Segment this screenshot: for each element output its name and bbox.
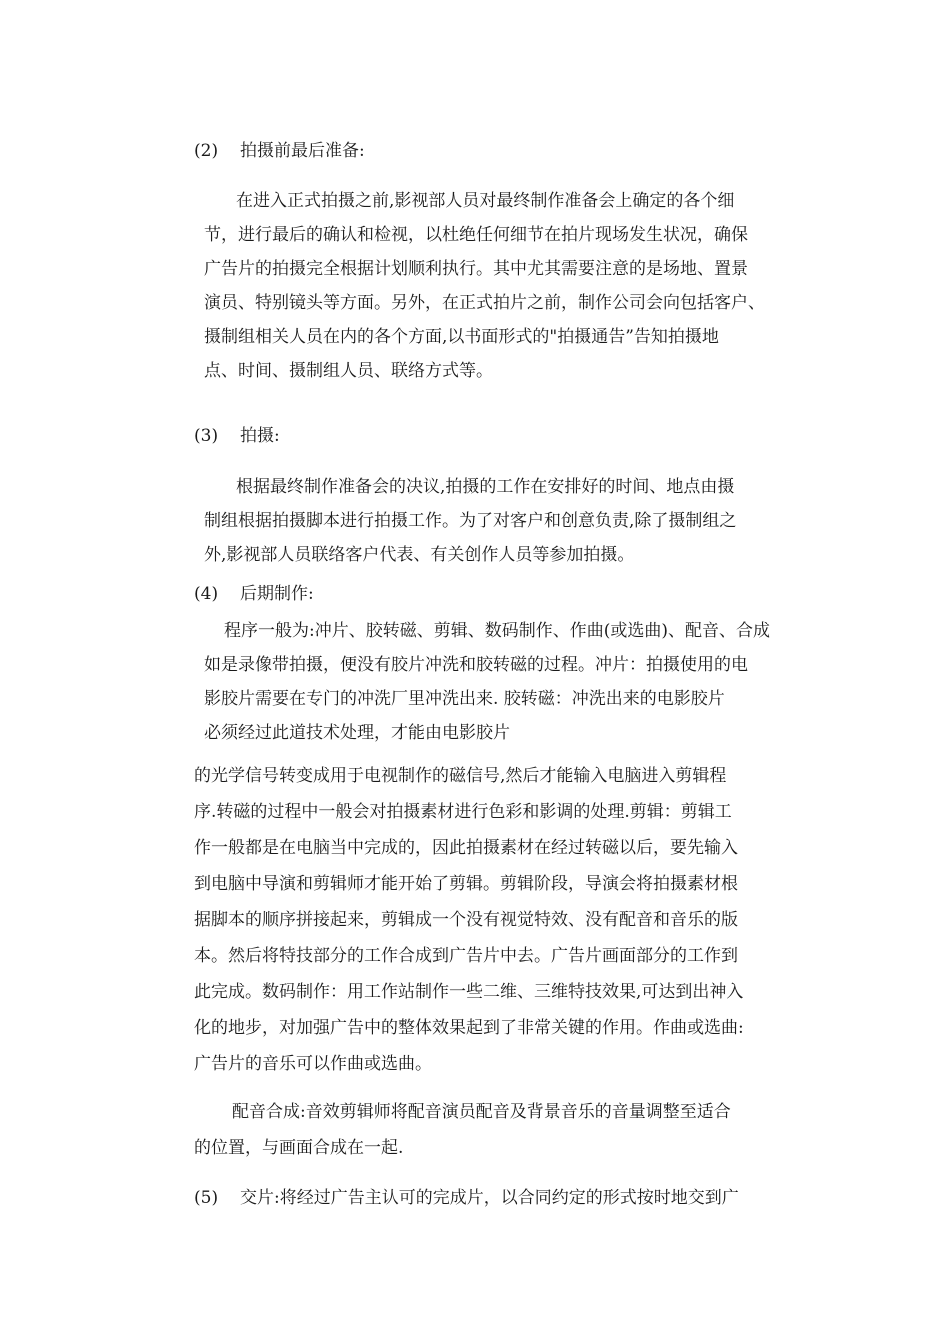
section-4-body-line: 广告片的音乐可以作曲或选曲。: [194, 1054, 432, 1074]
section-4-body: [194, 758, 744, 1082]
dubbing-line: 的位置，与画面合成在一起.: [194, 1138, 404, 1158]
section-2-line: 节，进行最后的确认和检视，以杜绝任何细节在拍片现场发生状况，确保: [204, 225, 748, 245]
section-2-line: 广告片的拍摄完全根据计划顺利执行。其中尤其需要注意的是场地、置景: [204, 259, 748, 279]
section-2-line: 演员、特别镜头等方面。另外，在正式拍片之前，制作公司会向包括客户、: [204, 293, 765, 313]
section-4-dubbing: [194, 1094, 731, 1166]
section-3-line: 根据最终制作准备会的决议,拍摄的工作在安排好的时间、地点由摄: [236, 477, 735, 497]
section-2-title: 拍摄前最后准备:: [240, 141, 365, 161]
section-4-line: 程序一般为:冲片、胶转磁、剪辑、数码制作、作曲(或选曲)、配音、合成: [224, 621, 770, 641]
section-4-number: (4): [194, 584, 219, 604]
section-5-heading: [194, 1186, 739, 1210]
section-4-intro: [204, 614, 770, 750]
section-3-line: 制组根据拍摄脚本进行拍摄工作。为了对客户和创意负责,除了摄制组之: [204, 511, 737, 531]
section-4-heading: [194, 582, 314, 606]
section-3-title: 拍摄:: [240, 426, 280, 446]
section-2-number: (2): [194, 141, 219, 161]
section-4-body-line: 化的地步，对加强广告中的整体效果起到了非常关键的作用。作曲或选曲:: [194, 1018, 744, 1038]
section-4-body-line: 此完成。数码制作：用工作站制作一些二维、三维特技效果,可达到出神入: [194, 982, 744, 1002]
section-3-number: (3): [194, 426, 219, 446]
section-4-body-line: 序.转磁的过程中一般会对拍摄素材进行色彩和影调的处理.剪辑：剪辑工: [194, 802, 732, 822]
section-4-body-line: 到电脑中导演和剪辑师才能开始了剪辑。剪辑阶段，导演会将拍摄素材根: [194, 874, 738, 894]
section-4-title: 后期制作:: [240, 584, 314, 604]
section-3-heading: [194, 424, 280, 448]
dubbing-line: 配音合成:音效剪辑师将配音演员配音及背景音乐的音量调整至适合: [232, 1102, 731, 1122]
section-2-line: 在进入正式拍摄之前,影视部人员对最终制作准备会上确定的各个细: [236, 191, 735, 211]
section-2-body: [204, 184, 765, 388]
section-5-number: (5): [194, 1188, 219, 1208]
section-3-body: [204, 470, 736, 572]
section-4-body-line: 的光学信号转变成用于电视制作的磁信号,然后才能输入电脑进入剪辑程: [194, 766, 727, 786]
section-2-line: 点、时间、摄制组人员、联络方式等。: [204, 361, 493, 381]
section-2-line: 摄制组相关人员在内的各个方面,以书面形式的"拍摄通告”告知拍摄地: [204, 327, 719, 347]
section-4-body-line: 作一般都是在电脑当中完成的，因此拍摄素材在经过转磁以后，要先输入: [194, 838, 738, 858]
section-2-heading: [194, 139, 365, 163]
section-4-body-line: 据脚本的顺序拼接起来，剪辑成一个没有视觉特效、没有配音和音乐的版: [194, 910, 738, 930]
section-5-title: 交片:将经过广告主认可的完成片，以合同约定的形式按时地交到广: [240, 1188, 739, 1208]
section-4-line: 必须经过此道技术处理，才能由电影胶片: [204, 723, 510, 743]
section-4-body-line: 本。然后将特技部分的工作合成到广告片中去。广告片画面部分的工作到: [194, 946, 738, 966]
section-4-line: 影胶片需要在专门的冲洗厂里冲洗出来. 胶转磁：冲洗出来的电影胶片: [204, 689, 725, 709]
section-3-line: 外,影视部人员联络客户代表、有关创作人员等参加拍摄。: [204, 545, 635, 565]
section-4-line: 如是录像带拍摄，便没有胶片冲洗和胶转磁的过程。冲片：拍摄使用的电: [204, 655, 748, 675]
